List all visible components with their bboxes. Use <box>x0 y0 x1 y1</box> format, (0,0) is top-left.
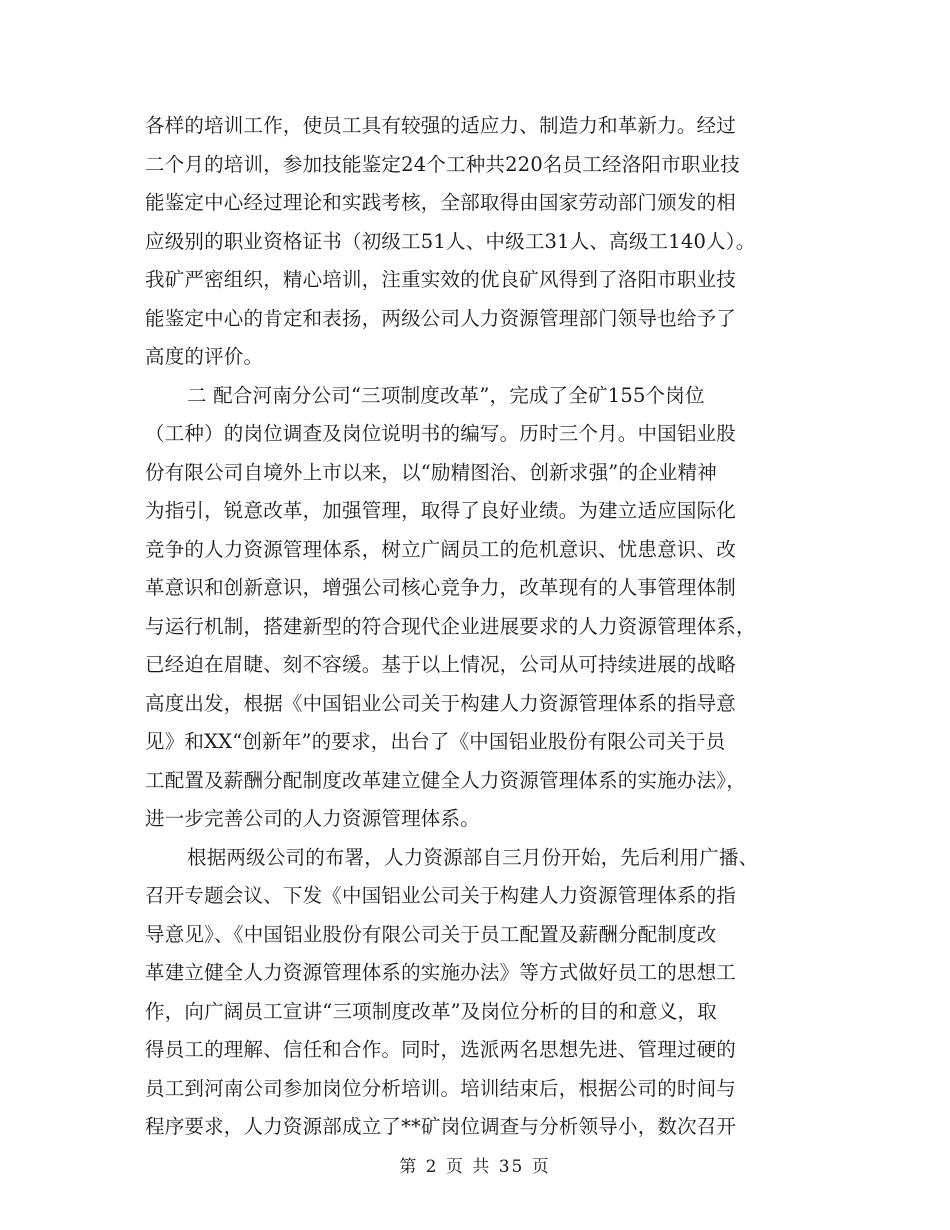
text-line: 得员工的理解、信任和合作。同时，选派两名思想先进、管理过硬的 <box>145 1038 737 1061</box>
text-line: 导意见》、《中国铝业股份有限公司关于员工配置及薪酬分配制度改 <box>145 922 717 946</box>
text-line: 我矿严密组织，精心培训，注重实效的优良矿风得到了洛阳市职业技 <box>145 268 737 291</box>
text-line: 作，向广阔员工宣讲“三项制度改革”及岗位分析的目的和意义，取 <box>145 999 717 1023</box>
text-line: 高度出发，根据《中国铝业公司关于构建人力资源管理体系的指导意 <box>145 691 737 715</box>
text-line: 根据两级公司的布署，人力资源部自三月份开始，先后利用广播、 <box>187 845 759 869</box>
text-line: 高度的评价。 <box>145 345 264 368</box>
text-line: 与运行机制，搭建新型的符合现代企业进展要求的人力资源管理体系， <box>145 614 756 638</box>
text-line: 各样的培训工作，使员工具有较强的适应力、制造力和革新力。经过 <box>145 114 737 137</box>
text-line: 能鉴定中心的肯定和表扬，两级公司人力资源管理部门领导也给予了 <box>145 306 737 330</box>
text-line: 召开专题会议、下发《中国铝业公司关于构建人力资源管理体系的指 <box>145 884 737 907</box>
text-line: 份有限公司自境外上市以来，以“励精图治、创新求强”的企业精神 <box>145 460 717 484</box>
text-line: 能鉴定中心经过理论和实践考核，全部取得由国家劳动部门颁发的相 <box>145 191 737 214</box>
text-line: 员工到河南公司参加岗位分析培训。培训结束后，根据公司的时间与 <box>145 1076 737 1100</box>
text-line: 已经迫在眉睫、刻不容缓。基于以上情况，公司从可持续进展的战略 <box>145 653 737 676</box>
text-line: 二 配合河南分公司“三项制度改革”，完成了全矿155个岗位 <box>187 383 705 407</box>
text-line: 工配置及薪酬分配制度改革建立健全人力资源管理体系的实施办法》， <box>145 768 746 792</box>
page-footer: 第 2 页 共 35 页 <box>399 1157 551 1177</box>
text-line: 革意识和创新意识，增强公司核心竞争力，改革现有的人事管理体制 <box>145 576 737 599</box>
text-line: 应级别的职业资格证书（初级工51人、中级工31人、高级工140人）。 <box>145 229 756 253</box>
text-line: （工种）的岗位调查及岗位说明书的编写。历时三个月。中国铝业股 <box>145 422 737 445</box>
document-body <box>145 107 810 1147</box>
text-line: 程序要求，人力资源部成立了**矿岗位调查与分析领导小，数次召开 <box>145 1115 737 1138</box>
text-line: 进一步完善公司的人力资源管理体系。 <box>145 807 480 830</box>
text-line: 为指引，锐意改革，加强管理，取得了良好业绩。为建立适应国际化 <box>145 499 737 522</box>
text-line: 竞争的人力资源管理体系，树立广阔员工的危机意识、忧患意识、改 <box>145 537 737 561</box>
text-line: 见》和XX“创新年”的要求，出台了《中国铝业股份有限公司关于员 <box>145 730 726 753</box>
text-line: 革建立健全人力资源管理体系的实施办法》等方式做好员工的思想工 <box>145 961 737 984</box>
text-line: 二个月的培训，参加技能鉴定24个工种共220名员工经洛阳市职业技 <box>145 152 740 176</box>
